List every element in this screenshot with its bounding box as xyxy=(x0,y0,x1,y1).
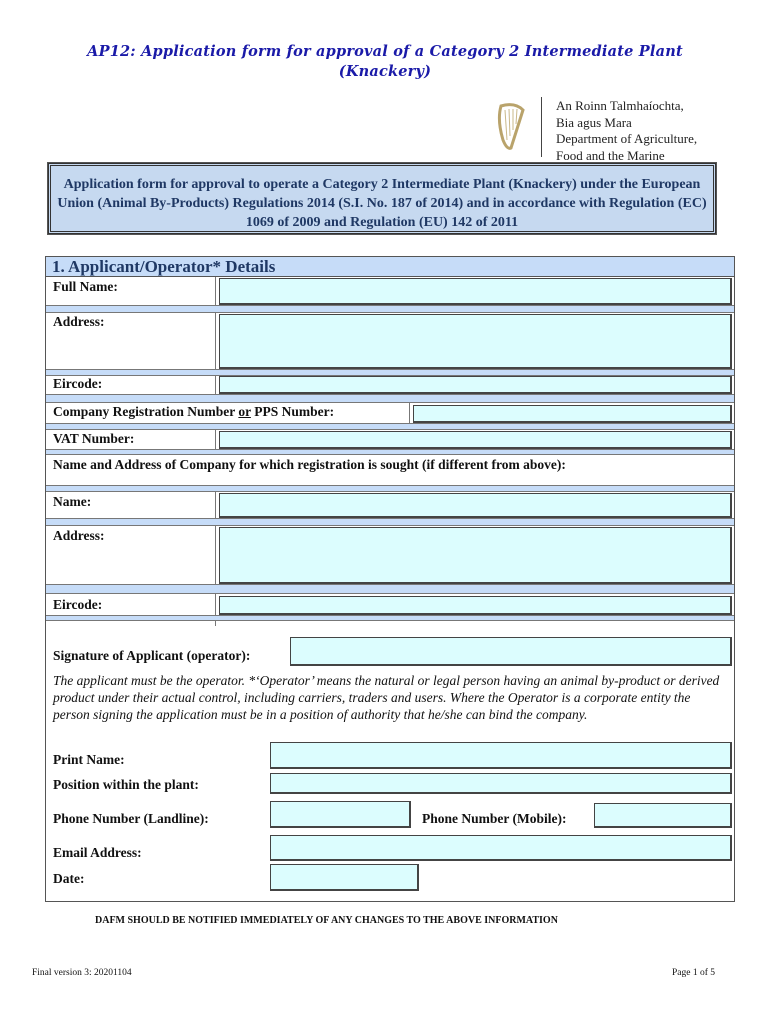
divider xyxy=(215,313,216,369)
eircode-field[interactable] xyxy=(219,376,732,394)
row-separator xyxy=(46,518,734,526)
signature-label: Signature of Applicant (operator): xyxy=(53,648,251,663)
logo-line: Food and the Marine xyxy=(556,147,665,163)
company-eircode-label: Eircode: xyxy=(53,597,103,612)
label-text: or xyxy=(238,404,251,419)
version-footer: Final version 3: 20201104 xyxy=(32,968,132,978)
logo-line: An Roinn Talmhaíochta, xyxy=(556,98,684,113)
full-name-label: Full Name: xyxy=(53,279,118,294)
divider xyxy=(215,430,216,449)
print-name-label: Print Name: xyxy=(53,752,125,767)
operator-note: The applicant must be the operator. *‘Operator’ means the natural or legal person having an animal by-product or derived product under their actual control, including carriers, traders and users. Where the Operator is a corporate entity the person signing the application must be in a position of authority that he/she can bind the company. xyxy=(53,673,720,722)
divider xyxy=(215,492,216,626)
date-field[interactable] xyxy=(270,864,419,891)
harp-logo-icon xyxy=(493,100,531,152)
company-name-field[interactable] xyxy=(219,493,732,518)
row-separator xyxy=(46,369,734,376)
company-reg-label xyxy=(53,404,334,420)
row-separator xyxy=(46,394,734,403)
date-label: Date: xyxy=(53,871,85,886)
company-eircode-field[interactable] xyxy=(219,596,732,615)
row-separator xyxy=(46,615,734,621)
page-number: Page 1 of 5 xyxy=(672,968,716,978)
company-heading: Name and Address of Company for which registration is sought (if different from above): xyxy=(53,457,566,472)
phone-mobile-field[interactable] xyxy=(594,803,732,828)
department-name xyxy=(556,98,697,164)
label-text: PPS Number: xyxy=(250,404,335,419)
row-separator xyxy=(46,423,734,430)
email-field[interactable] xyxy=(270,835,732,861)
vat-field[interactable] xyxy=(219,431,732,449)
row-separator xyxy=(46,485,734,492)
divider xyxy=(215,376,216,394)
company-reg-field[interactable] xyxy=(413,405,732,423)
divider xyxy=(409,403,410,423)
form-title: AP12: Application form for approval of a Category 2 Intermediate Plant xyxy=(87,43,683,60)
address-label: Address: xyxy=(53,314,105,329)
row-separator xyxy=(46,305,734,313)
eircode-label: Eircode: xyxy=(53,376,103,391)
label-text: Company Registration Number xyxy=(53,404,239,419)
phone-landline-label: Phone Number (Landline): xyxy=(53,811,209,826)
phone-mobile-label: Phone Number (Mobile): xyxy=(422,811,567,826)
company-address-label: Address: xyxy=(53,528,105,543)
logo-line: Bia agus Mara xyxy=(556,114,632,130)
section-heading: 1. Applicant/Operator* Details xyxy=(46,257,734,277)
position-field[interactable] xyxy=(270,773,732,794)
signature-field[interactable] xyxy=(290,637,732,666)
company-address-field[interactable] xyxy=(219,527,732,584)
logo-divider xyxy=(541,97,542,157)
row-separator xyxy=(46,584,734,594)
row-separator xyxy=(46,449,734,455)
form-title-sub: (Knackery) xyxy=(338,63,432,80)
phone-landline-field[interactable] xyxy=(270,801,411,828)
company-name-label: Name: xyxy=(53,494,92,509)
logo-line: Department of Agriculture, xyxy=(556,131,698,146)
vat-label: VAT Number: xyxy=(53,431,135,446)
position-label: Position within the plant: xyxy=(53,777,199,792)
full-name-field[interactable] xyxy=(219,278,732,305)
address-field[interactable] xyxy=(219,314,732,369)
print-name-field[interactable] xyxy=(270,742,732,769)
change-notice: DAFM SHOULD BE NOTIFIED IMMEDIATELY OF ANY CHANGES TO THE ABOVE INFORMATION xyxy=(95,915,558,926)
email-label: Email Address: xyxy=(53,845,142,860)
intro-box: Application form for approval to operate a Category 2 Intermediate Plant (Knackery) under the European Union (Animal By-Products) Regulations 2014 (S.I. No. 187 of 2014) and in accordance with Regulation (EC) 1069 of 2009 and Regulation (EU) 142 of 2011 xyxy=(48,163,716,234)
divider xyxy=(215,277,216,305)
